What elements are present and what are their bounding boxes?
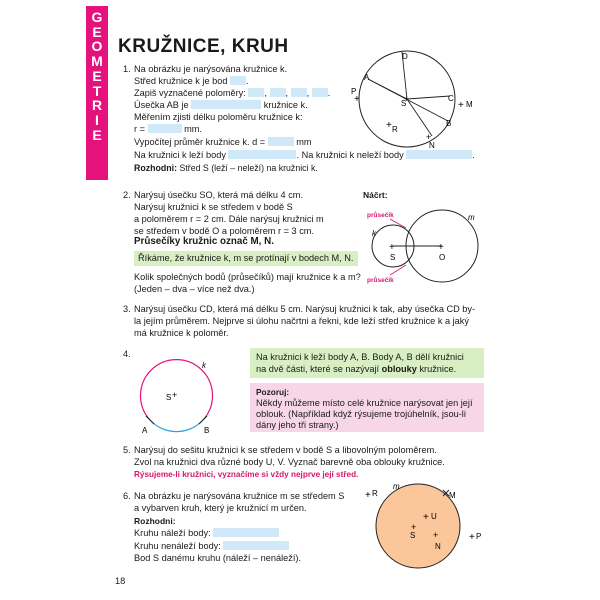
svg-text:+: + bbox=[389, 242, 395, 253]
point-S: S bbox=[410, 531, 416, 540]
ex1-radius-blank-2[interactable] bbox=[270, 88, 286, 97]
ex2-info-box: Říkáme, že kružnice k, m se protínají v bodech M, N. bbox=[134, 251, 358, 266]
ex1-line9: Rozhodni: Střed S (leží – neleží) na kružnici k. bbox=[134, 163, 318, 173]
svg-text:+: + bbox=[365, 490, 371, 501]
label-k: k bbox=[372, 229, 376, 238]
ex3-line3: má kružnice k poloměr. bbox=[134, 328, 229, 338]
ex1-line8: Na kružnici k leží body . Na kružnici k neleží body . bbox=[134, 150, 475, 160]
sidebar-letter-2: O bbox=[91, 38, 103, 55]
ex1-line7: Vypočítej průměr kružnice k. d = mm bbox=[134, 137, 312, 147]
ex1-on-circle-blank[interactable] bbox=[228, 150, 296, 159]
point-B: B bbox=[446, 119, 452, 128]
intersection-label-bottom: průsečík bbox=[367, 277, 394, 284]
ex6-line5: Kruhu nenáleží body: bbox=[134, 540, 289, 552]
ex6-line3: Rozhodni: bbox=[134, 516, 176, 526]
sidebar-letter-8: E bbox=[92, 126, 102, 143]
label-m: m bbox=[393, 482, 400, 491]
point-R: R bbox=[392, 125, 398, 134]
ex5-line1: Narýsuj do sešitu kružnici k se středem v bodě S a libovolným poloměrem. bbox=[134, 445, 437, 455]
point-P: P bbox=[351, 87, 357, 96]
minor-arc bbox=[150, 420, 203, 432]
sidebar-letter-7: I bbox=[95, 111, 99, 128]
point-M: M bbox=[466, 100, 473, 109]
ex4-observe-box bbox=[250, 383, 484, 432]
svg-text:+: + bbox=[426, 132, 432, 142]
page-title: KRUŽNICE, KRUH bbox=[118, 36, 289, 57]
svg-text:+: + bbox=[386, 120, 392, 131]
sidebar-letter-0: G bbox=[91, 9, 103, 25]
point-D: D bbox=[402, 52, 408, 61]
sidebar-letter-3: M bbox=[91, 53, 103, 70]
ex2-number: 2. bbox=[123, 190, 131, 200]
ex4-pink-line2: oblouk. (Například když rýsujeme trojúhelník, jsou-li bbox=[256, 409, 466, 419]
ex4-arc-figure bbox=[124, 356, 234, 436]
ex1-circle-figure bbox=[340, 44, 500, 154]
ex6-number: 6. bbox=[123, 491, 131, 501]
ex1-line1: Na obrázku je narýsována kružnice k. bbox=[134, 64, 288, 74]
ex2-line3: a poloměrem r = 2 cm. Dále narýsuj kružnici m bbox=[134, 214, 324, 224]
ex1-line4: Úsečka AB je kružnice k. bbox=[134, 100, 308, 110]
point-C: C bbox=[448, 94, 454, 103]
label-k: k bbox=[202, 361, 206, 370]
ex3-line1: Narýsuj úsečku CD, která má délku 5 cm. Narýsuj kružnici k tak, aby úsečka CD by- bbox=[134, 304, 476, 314]
ex3-line2: la jejím průměrem. Nejprve si úlohu načrtni a řekni, kde leží střed kružnice k a jaký bbox=[134, 316, 469, 326]
ex2-line6: Kolik společných bodů (průsečíků) mají kružnice k a m? bbox=[134, 272, 361, 282]
ex1-line5: Měřením zjisti délku poloměru kružnice k: bbox=[134, 112, 303, 122]
ex1-center-blank[interactable] bbox=[230, 76, 246, 85]
sidebar-letter-6: R bbox=[91, 97, 103, 114]
ex1-radius-blank-3[interactable] bbox=[291, 88, 307, 97]
ex4-pink-title: Pozoruj: bbox=[256, 387, 290, 397]
ex5-note: Rýsujeme-li kružnici, vyznačíme si vždy nejprve její střed. bbox=[134, 470, 359, 479]
svg-text:+: + bbox=[423, 512, 429, 523]
sidebar-letters bbox=[86, 10, 108, 142]
ex2-sketch-label: Náčrt: bbox=[363, 190, 388, 200]
ex4-green-line1: Na kružnici k leží body A, B. Body A, B dělí kružnici bbox=[256, 352, 464, 362]
ex6-not-belongs-blank[interactable] bbox=[223, 541, 289, 550]
intersection-label-top: průsečík bbox=[367, 212, 394, 219]
ex6-belongs-blank[interactable] bbox=[213, 528, 279, 537]
ex6-line4: Kruhu náleží body: bbox=[134, 527, 279, 539]
point-S: S bbox=[401, 99, 407, 108]
point-U: U bbox=[431, 512, 437, 521]
svg-text:+: + bbox=[172, 390, 178, 400]
point-R: R bbox=[372, 489, 378, 498]
ex1-diameter-blank[interactable] bbox=[268, 137, 294, 146]
svg-text:+: + bbox=[438, 242, 444, 253]
svg-text:+: + bbox=[354, 94, 360, 105]
ex1-radius-blank-4[interactable] bbox=[312, 88, 328, 97]
ex2-line2: Narýsuj kružnici k se středem v bodě S bbox=[134, 202, 293, 212]
ex6-line6: Bod S danému kruhu (náleží – nenáleží). bbox=[134, 553, 302, 563]
svg-text:+: + bbox=[458, 100, 464, 111]
sidebar-letter-1: E bbox=[92, 23, 102, 40]
point-N: N bbox=[435, 542, 441, 551]
label-m: m bbox=[468, 213, 475, 222]
point-O: O bbox=[439, 253, 446, 262]
ex2-line7: (Jeden – dva – více než dva.) bbox=[134, 284, 255, 294]
ex2-line5: Průsečíky kružnic označ M, N. bbox=[134, 236, 274, 247]
ex6-line1: Na obrázku je narýsována kružnice m se středem S bbox=[134, 491, 345, 501]
ex4-info-box bbox=[250, 348, 484, 378]
point-S: S bbox=[390, 253, 396, 262]
ex4-pink-line1: Někdy můžeme místo celé kružnice narýsovat jen její bbox=[256, 398, 473, 408]
svg-text:+: + bbox=[433, 530, 439, 540]
ex5-number: 5. bbox=[123, 445, 131, 455]
ex2-line4: se středem v bodě O a poloměrem r = 3 cm. bbox=[134, 226, 314, 236]
point-M: M bbox=[449, 491, 456, 500]
ex4-number: 4. bbox=[123, 349, 131, 359]
svg-text:+: + bbox=[469, 532, 475, 543]
disk-m bbox=[376, 484, 460, 568]
sidebar-letter-4: E bbox=[92, 67, 102, 84]
ex6-disk-figure bbox=[355, 478, 495, 578]
ex4-green-line2: na dvě části, které se nazývají oblouky kružnice. bbox=[256, 364, 457, 374]
point-N: N bbox=[429, 141, 435, 150]
ex2-sketch-figure bbox=[362, 198, 502, 284]
ex6-line2: a vybarven kruh, který je kružnicí m určen. bbox=[134, 503, 307, 513]
ex5-line2: Zvol na kružnici dva různé body U, V. Vyznač barevně oba oblouky kružnice. bbox=[134, 457, 445, 467]
svg-text:+: + bbox=[411, 522, 417, 532]
page-number: 18 bbox=[115, 576, 126, 586]
ex1-number: 1. bbox=[123, 64, 131, 74]
ex1-segment-blank[interactable] bbox=[191, 100, 261, 109]
ex4-pink-line3: dány jeho tři strany.) bbox=[256, 420, 339, 430]
point-B: B bbox=[204, 426, 210, 435]
point-A: A bbox=[364, 73, 370, 82]
ex3-number: 3. bbox=[123, 304, 131, 314]
svg-text:+: + bbox=[404, 94, 410, 104]
geometry-sidebar-tab bbox=[86, 6, 108, 180]
point-P: P bbox=[476, 532, 482, 541]
ex1-line6: r = mm. bbox=[134, 124, 202, 134]
ex1-radius-value-blank[interactable] bbox=[148, 124, 182, 133]
sidebar-letter-5: T bbox=[92, 82, 102, 99]
ex1-radius-blank-1[interactable] bbox=[248, 88, 264, 97]
point-A: A bbox=[142, 426, 148, 435]
ex1-line2: Střed kružnice k je bod . bbox=[134, 76, 249, 86]
ex1-line3: Zapiš vyznačené poloměry: , , , . bbox=[134, 88, 331, 98]
ex2-line1: Narýsuj úsečku SO, která má délku 4 cm. bbox=[134, 190, 304, 200]
point-S: S bbox=[166, 393, 172, 402]
